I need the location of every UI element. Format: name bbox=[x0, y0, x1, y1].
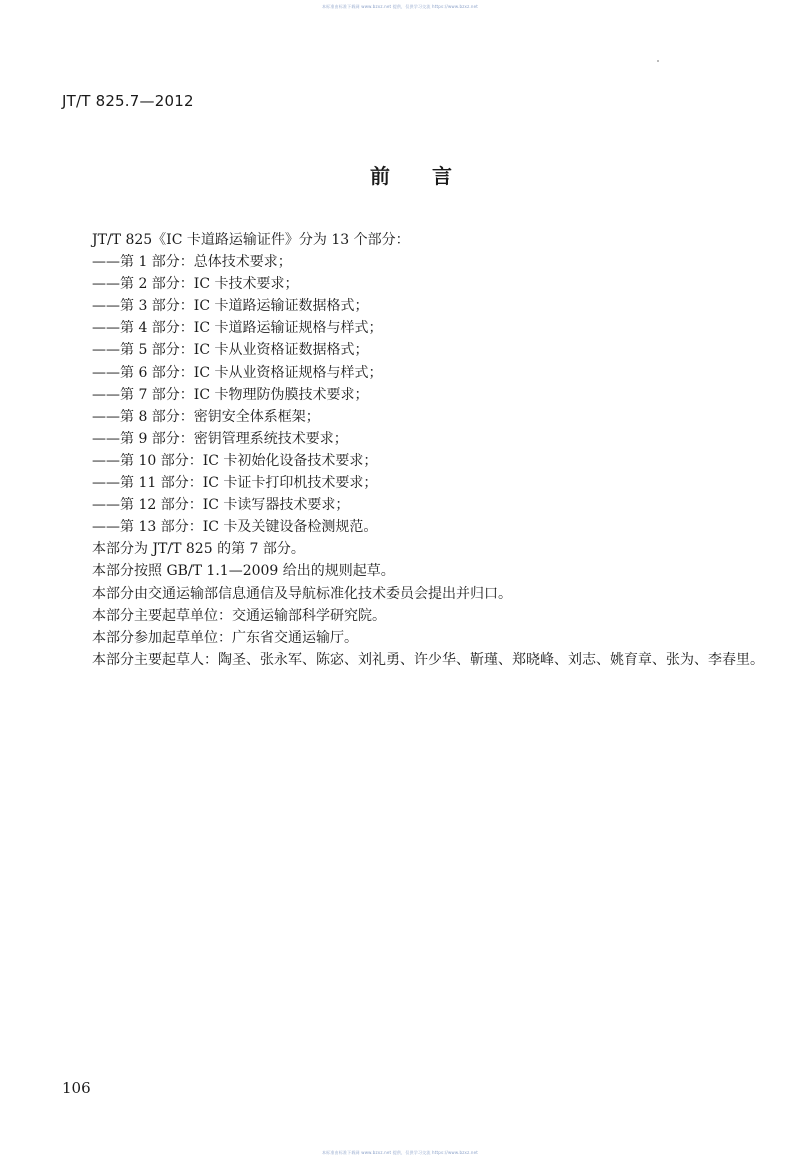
statement-line: 本部分按照 GB/T 1.1—2009 给出的规则起草。 bbox=[92, 563, 395, 580]
part-item: ——第 7 部分：IC 卡物理防伪膜技术要求； bbox=[92, 386, 369, 403]
part-item: ——第 10 部分：IC 卡初始化设备技术要求； bbox=[92, 452, 378, 469]
statement-line: 本部分参加起草单位：广东省交通运输厅。 bbox=[92, 629, 358, 646]
standard-code: JT/T 825.7—2012 bbox=[62, 92, 194, 110]
watermark-bottom: 本标准由标准下载网 www.bzxz.net 提供，仅供学习交流 https://www.bzxz.net bbox=[321, 1150, 479, 1155]
page-title: 前言 bbox=[370, 164, 494, 188]
watermark-top: 本标准由标准下载网 www.bzxz.net 提供，仅供学习交流 https://www.bzxz.net bbox=[321, 4, 479, 9]
part-item: ——第 5 部分：IC 卡从业资格证数据格式； bbox=[92, 342, 369, 359]
part-item: ——第 3 部分：IC 卡道路运输证数据格式； bbox=[92, 298, 369, 315]
intro-line: JT/T 825《IC 卡道路运输证件》分为 13 个部分： bbox=[92, 232, 410, 248]
part-item: ——第 12 部分：IC 卡读写器技术要求； bbox=[92, 497, 350, 514]
statement-line: 本部分为 JT/T 825 的第 7 部分。 bbox=[92, 541, 305, 558]
part-item: ——第 1 部分：总体技术要求； bbox=[92, 254, 292, 271]
page-number: 106 bbox=[62, 1079, 91, 1097]
part-item: ——第 6 部分：IC 卡从业资格证规格与样式； bbox=[92, 364, 383, 381]
part-item: ——第 2 部分：IC 卡技术要求； bbox=[92, 276, 299, 293]
statement-line: 本部分由交通运输部信息通信及导航标准化技术委员会提出并归口。 bbox=[92, 585, 512, 602]
part-item: ——第 8 部分：密钥安全体系框架； bbox=[92, 408, 320, 425]
part-item: ——第 9 部分：密钥管理系统技术要求； bbox=[92, 430, 348, 447]
foreword-body bbox=[92, 229, 772, 671]
part-item: ——第 4 部分：IC 卡道路运输证规格与样式； bbox=[92, 320, 383, 337]
statement-line: 本部分主要起草人：陶圣、张永军、陈宓、刘礼勇、许少华、靳瑾、郑晓峰、刘志、姚育章、张为、李春里。 bbox=[92, 651, 764, 668]
scan-speck bbox=[657, 60, 659, 62]
part-item: ——第 13 部分：IC 卡及关键设备检测规范。 bbox=[92, 519, 378, 536]
statement-line: 本部分主要起草单位：交通运输部科学研究院。 bbox=[92, 607, 386, 624]
part-item: ——第 11 部分：IC 卡证卡打印机技术要求； bbox=[92, 475, 378, 492]
